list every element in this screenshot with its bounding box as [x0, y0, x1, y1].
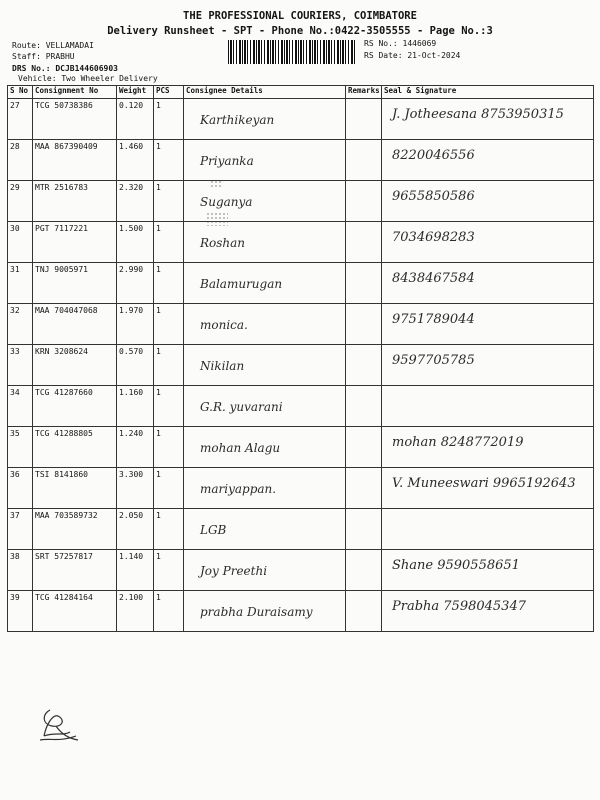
consignment-number	[33, 222, 117, 263]
consignment-number	[33, 591, 117, 632]
rs-date: RS Date: 21-Oct-2024	[364, 51, 461, 60]
col-consignee: Consignee Details	[184, 86, 346, 99]
table-row	[8, 263, 594, 304]
consignee-name	[184, 304, 346, 345]
weight-cell-text: 1.140	[119, 552, 144, 561]
sno-cell-text: 31	[10, 265, 20, 274]
consignee-name-text: Joy Preethi	[200, 564, 268, 578]
weight-cell-text: 1.160	[119, 388, 144, 397]
consignment-number	[33, 263, 117, 304]
consignment-number	[33, 427, 117, 468]
consignee-name-text: Priyanka	[200, 154, 254, 168]
signature-cell	[382, 427, 594, 468]
consignee-name	[184, 140, 346, 181]
table-row	[8, 550, 594, 591]
pcs-cell-text: 1	[156, 224, 161, 233]
consignment-number	[33, 345, 117, 386]
consignment-number-text: SRT 57257817	[35, 552, 93, 561]
route-label: Route: VELLAMADAI	[12, 41, 94, 50]
sno-cell	[8, 181, 33, 222]
pcs-cell	[154, 345, 184, 386]
remarks-cell	[346, 509, 382, 550]
signature-cell-text: 9597705785	[392, 353, 475, 368]
signature-cell	[382, 181, 594, 222]
consignment-number-text: TSI 8141860	[35, 470, 88, 479]
signature-cell	[382, 550, 594, 591]
weight-cell-text: 1.970	[119, 306, 144, 315]
sno-cell-text: 36	[10, 470, 20, 479]
consignee-name	[184, 222, 346, 263]
pcs-cell-text: 1	[156, 511, 161, 520]
weight-cell-text: 0.570	[119, 347, 144, 356]
weight-cell-text: 1.500	[119, 224, 144, 233]
sno-cell	[8, 140, 33, 181]
sno-cell	[8, 99, 33, 140]
weight-cell	[117, 99, 154, 140]
weight-cell	[117, 304, 154, 345]
signature-cell-text: Prabha 7598045347	[392, 599, 526, 614]
signature-cell-text: Shane 9590558651	[392, 558, 520, 573]
table-row	[8, 140, 594, 181]
runsheet-subtitle: Delivery Runsheet - SPT - Phone No.:0422-3505555 - Page No.:3	[107, 25, 493, 37]
pcs-cell	[154, 304, 184, 345]
pcs-cell-text: 1	[156, 347, 161, 356]
remarks-cell	[346, 427, 382, 468]
consignee-name	[184, 591, 346, 632]
remarks-cell	[346, 468, 382, 509]
consignment-number-text: TCG 50738386	[35, 101, 93, 110]
consignee-name	[184, 99, 346, 140]
remarks-cell	[346, 550, 382, 591]
consignment-number-text: PGT 7117221	[35, 224, 88, 233]
signature-cell	[382, 304, 594, 345]
sno-cell-text: 33	[10, 347, 20, 356]
table-row	[8, 509, 594, 550]
signature-cell	[382, 345, 594, 386]
signature-cell	[382, 263, 594, 304]
consignment-number-text: MAA 703589732	[35, 511, 98, 520]
pcs-cell-text: 1	[156, 552, 161, 561]
weight-cell-text: 3.300	[119, 470, 144, 479]
weight-cell	[117, 263, 154, 304]
signature-cell	[382, 99, 594, 140]
signature-cell-text: V. Muneeswari 9965192643	[392, 476, 576, 491]
consignee-name-text: Roshan	[200, 236, 246, 250]
sno-cell	[8, 222, 33, 263]
sno-cell	[8, 263, 33, 304]
consignee-name	[184, 509, 346, 550]
consignment-number	[33, 509, 117, 550]
weight-cell-text: 0.120	[119, 101, 144, 110]
pcs-cell	[154, 591, 184, 632]
weight-cell	[117, 222, 154, 263]
vehicle-label: Vehicle: Two Wheeler Delivery	[18, 74, 158, 83]
remarks-cell	[346, 263, 382, 304]
pcs-cell-text: 1	[156, 429, 161, 438]
pcs-cell-text: 1	[156, 142, 161, 151]
pcs-cell-text: 1	[156, 183, 161, 192]
footer-signature-icon	[36, 706, 82, 746]
runsheet-table	[7, 85, 594, 632]
remarks-cell	[346, 140, 382, 181]
signature-cell-text: 7034698283	[392, 230, 475, 245]
consignee-name-text: LGB	[200, 523, 227, 537]
consignment-number	[33, 386, 117, 427]
remarks-cell	[346, 345, 382, 386]
table-row	[8, 468, 594, 509]
staff-label: Staff: PRABHU	[12, 52, 75, 61]
signature-cell-text: 8438467584	[392, 271, 475, 286]
consignment-number-text: TCG 41288805	[35, 429, 93, 438]
col-sno: S No	[8, 86, 33, 99]
signature-cell-text: J. Jotheesana 8753950315	[392, 107, 564, 122]
remarks-cell	[346, 181, 382, 222]
consignment-number-text: MAA 704047068	[35, 306, 98, 315]
weight-cell-text: 2.050	[119, 511, 144, 520]
sno-cell	[8, 509, 33, 550]
remarks-cell	[346, 304, 382, 345]
table-row	[8, 99, 594, 140]
col-seal-signature: Seal & Signature	[382, 86, 594, 99]
consignee-name-text: Karthikeyan	[200, 113, 275, 127]
sno-cell-text: 28	[10, 142, 20, 151]
remarks-cell	[346, 99, 382, 140]
consignment-number-text: TNJ 9005971	[35, 265, 88, 274]
consignee-name-text: G.R. yuvarani	[200, 400, 283, 414]
table-row	[8, 181, 594, 222]
weight-cell-text: 2.990	[119, 265, 144, 274]
sno-cell	[8, 304, 33, 345]
sno-cell	[8, 345, 33, 386]
table-header-row	[8, 86, 594, 99]
signature-cell	[382, 386, 594, 427]
weight-cell	[117, 345, 154, 386]
pcs-cell	[154, 99, 184, 140]
signature-cell	[382, 509, 594, 550]
consignment-number	[33, 140, 117, 181]
consignee-name-text: Suganya	[200, 195, 253, 209]
sno-cell-text: 35	[10, 429, 20, 438]
signature-cell-text: 8220046556	[392, 148, 475, 163]
table-row	[8, 427, 594, 468]
consignee-name-text: mohan Alagu	[200, 441, 281, 455]
weight-cell-text: 1.240	[119, 429, 144, 438]
company-title: THE PROFESSIONAL COURIERS, COIMBATORE	[183, 10, 417, 22]
pcs-cell-text: 1	[156, 388, 161, 397]
signature-cell	[382, 591, 594, 632]
remarks-cell	[346, 386, 382, 427]
consignee-name-text: prabha Duraisamy	[200, 605, 313, 619]
weight-cell	[117, 509, 154, 550]
sno-cell-text: 38	[10, 552, 20, 561]
consignment-number-text: KRN 3208624	[35, 347, 88, 356]
table-row	[8, 591, 594, 632]
sno-cell	[8, 468, 33, 509]
consignment-number-text: MTR 2516783	[35, 183, 88, 192]
signature-cell-text: mohan 8248772019	[392, 435, 524, 450]
table-row	[8, 345, 594, 386]
weight-cell-text: 2.100	[119, 593, 144, 602]
consignee-name-text: mariyappan.	[200, 482, 277, 496]
consignee-name	[184, 386, 346, 427]
consignee-name	[184, 263, 346, 304]
pcs-cell	[154, 140, 184, 181]
consignment-number-text: TCG 41284164	[35, 593, 93, 602]
sno-cell-text: 27	[10, 101, 20, 110]
consignment-number	[33, 99, 117, 140]
signature-cell	[382, 222, 594, 263]
pcs-cell-text: 1	[156, 306, 161, 315]
weight-cell	[117, 591, 154, 632]
consignment-number	[33, 468, 117, 509]
col-pcs: PCS	[154, 86, 184, 99]
pcs-cell-text: 1	[156, 470, 161, 479]
table-row	[8, 304, 594, 345]
remarks-cell	[346, 222, 382, 263]
consignee-name-text: Nikilan	[200, 359, 245, 373]
consignee-name	[184, 345, 346, 386]
weight-cell	[117, 181, 154, 222]
sno-cell-text: 29	[10, 183, 20, 192]
weight-cell-text: 1.460	[119, 142, 144, 151]
sno-cell-text: 34	[10, 388, 20, 397]
consignment-number-text: TCG 41287660	[35, 388, 93, 397]
pcs-cell	[154, 427, 184, 468]
sno-cell	[8, 550, 33, 591]
pcs-cell	[154, 550, 184, 591]
table-row	[8, 222, 594, 263]
consignee-name	[184, 468, 346, 509]
signature-cell-text: 9751789044	[392, 312, 475, 327]
scan-speckle	[210, 180, 222, 188]
sno-cell-text: 32	[10, 306, 20, 315]
pcs-cell	[154, 222, 184, 263]
col-consignment: Consignment No	[33, 86, 117, 99]
sno-cell-text: 39	[10, 593, 20, 602]
rs-number: RS No.: 1446069	[364, 39, 437, 48]
remarks-cell	[346, 591, 382, 632]
weight-cell	[117, 468, 154, 509]
pcs-cell	[154, 468, 184, 509]
pcs-cell-text: 1	[156, 101, 161, 110]
weight-cell-text: 2.320	[119, 183, 144, 192]
signature-cell-text: 9655850586	[392, 189, 475, 204]
weight-cell	[117, 140, 154, 181]
barcode-image	[228, 40, 356, 64]
drs-number: DRS No.: DCJB144606903	[12, 64, 118, 73]
pcs-cell	[154, 181, 184, 222]
signature-cell	[382, 468, 594, 509]
sno-cell	[8, 591, 33, 632]
sno-cell-text: 37	[10, 511, 20, 520]
weight-cell	[117, 386, 154, 427]
weight-cell	[117, 427, 154, 468]
consignment-number	[33, 304, 117, 345]
signature-cell	[382, 140, 594, 181]
consignment-number	[33, 181, 117, 222]
sno-cell-text: 30	[10, 224, 20, 233]
table-row	[8, 386, 594, 427]
pcs-cell-text: 1	[156, 265, 161, 274]
consignee-name	[184, 427, 346, 468]
consignee-name	[184, 550, 346, 591]
sno-cell	[8, 427, 33, 468]
col-weight: Weight	[117, 86, 154, 99]
pcs-cell-text: 1	[156, 593, 161, 602]
col-remarks: Remarks	[346, 86, 382, 99]
consignment-number-text: MAA 867390409	[35, 142, 98, 151]
scan-speckle	[206, 212, 228, 226]
pcs-cell	[154, 263, 184, 304]
pcs-cell	[154, 509, 184, 550]
pcs-cell	[154, 386, 184, 427]
consignment-number	[33, 550, 117, 591]
consignee-name-text: monica.	[200, 318, 248, 332]
consignee-name-text: Balamurugan	[200, 277, 283, 291]
sno-cell	[8, 386, 33, 427]
weight-cell	[117, 550, 154, 591]
